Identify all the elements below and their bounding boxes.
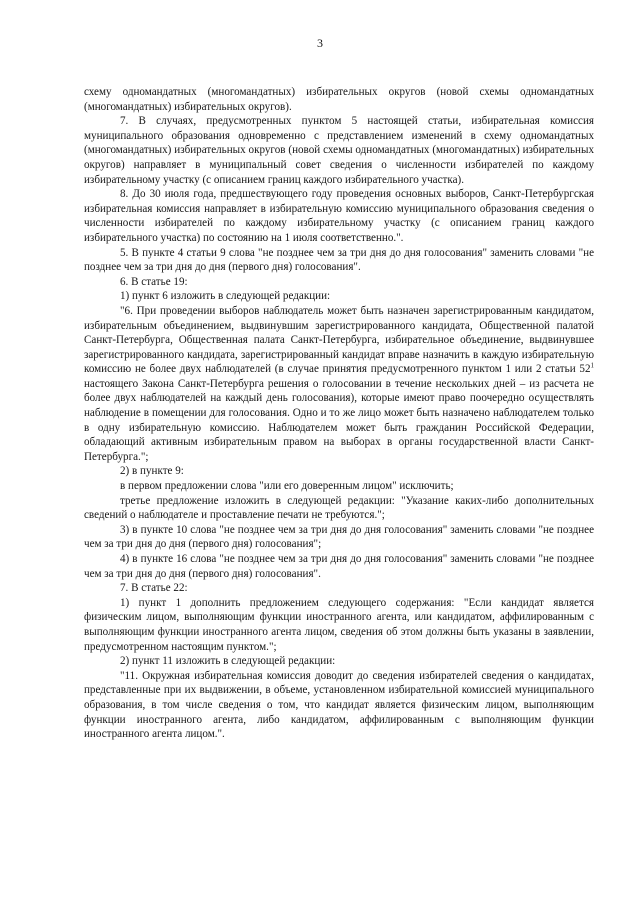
paragraph: схему одномандатных (многомандатных) избирательных округов (новой схемы одномандатных (многомандатных) избирательных округов).	[84, 86, 594, 113]
paragraph: 2) пункт 11 изложить в следующей редакции:	[120, 655, 336, 668]
paragraph: 1) пункт 6 изложить в следующей редакции:	[120, 290, 331, 303]
paragraph: 7. В статье 22:	[120, 582, 188, 595]
paragraph	[84, 304, 594, 465]
paragraph: 3) в пункте 10 слова "не позднее чем за три дня до дня голосования" заменить словами "не позднее чем за три дня до дня (первого дня) голосования";	[84, 523, 594, 551]
paragraph: 8. До 30 июля года, предшествующего году проведения основных выборов, Санкт-Петербургская избирательная комиссия направляет в избирательную комиссию муниципального образования сведения о численности избирателей по каждому избирательному участку (с описанием границ каждого избирательного участка) по состоянию на 1 июля соответственно.".	[84, 188, 594, 244]
paragraph: в первом предложении слова "или его доверенным лицом" исключить;	[120, 480, 454, 493]
page-number: 3	[317, 36, 323, 50]
paragraph-text: "6. При проведении выборов наблюдатель может быть назначен зарегистрированным кандидатом, избирательным объединением, выдвинувшим зарегистрированного кандидата, Общественной палатой Санкт-Петербурга, Общественная палата Санкт-Петербурга, избирательное объединение, выдвинувшее зарегистрированного кандидата, зарегистрированный кандидат вправе назначить в каждую избирательную комиссию не более двух наблюдателей (в случае принятия предусмотренного пунктом 1 или 2 статьи 52	[84, 304, 594, 376]
paragraph: 4) в пункте 16 слова "не позднее чем за три дня до дня голосования" заменить словами "не позднее чем за три дня до дня (первого дня) голосования".	[84, 553, 594, 580]
paragraph-text: настоящего Закона Санкт-Петербурга решения о голосовании в течение нескольких дней – из расчета не более двух наблюдателей на каждый день голосования), которые имеют право поочередно осуществлять наблюдение в помещении для голосования. Одно и то же лицо может быть назначено наблюдателем только в одну избирательную комиссию. Наблюдателем может быть гражданин Российской Федерации, обладающий активным избирательным правом на выборах в органы государственной власти Санкт-Петербурга.";	[84, 377, 594, 463]
paragraph: 2) в пункте 9:	[120, 465, 184, 478]
paragraph: 1) пункт 1 дополнить предложением следующего содержания: "Если кандидат является физическим лицом, выполняющим функции иностранного агента, или кандидатом, аффилированным с выполняющим функции иностранного агента лицом, сведения об этом должны быть указаны в заявлении, предусмотренном настоящим пунктом.";	[84, 596, 594, 653]
paragraph: 5. В пункте 4 статьи 9 слова "не позднее чем за три дня до дня голосования" заменить словами "не позднее чем за три дня до дня (первого дня) голосования".	[84, 246, 594, 274]
paragraph: 6. В статье 19:	[120, 275, 188, 288]
superscript: 1	[590, 361, 594, 370]
paragraph: третье предложение изложить в следующей редакции: "Указание каких-либо дополнительных сведений о наблюдателе и проставление печати не требуются.";	[84, 494, 594, 522]
paragraph: "11. Окружная избирательная комиссия доводит до сведения избирателей сведения о кандидатах, представленные при их выдвижении, в объеме, установленном избирательной комиссией муниципального образования, в том числе сведения о том, что кандидат является физическим лицом, выполняющим функции иностранного агента, либо кандидатом, аффилированным с выполняющим функции иностранного агента лицом.".	[84, 669, 594, 741]
document-body	[84, 85, 594, 742]
paragraph: 7. В случаях, предусмотренных пунктом 5 настоящей статьи, избирательная комиссия муниципального образования одновременно с представлением изменений в схему одномандатных (многомандатных) избирательных округов (новой схемы одномандатных (многомандатных) избирательных округов) направляет в муниципальный совет сведения о численности избирателей по каждому избирательному участку (с описанием границ каждого избирательного участка).	[84, 115, 594, 186]
